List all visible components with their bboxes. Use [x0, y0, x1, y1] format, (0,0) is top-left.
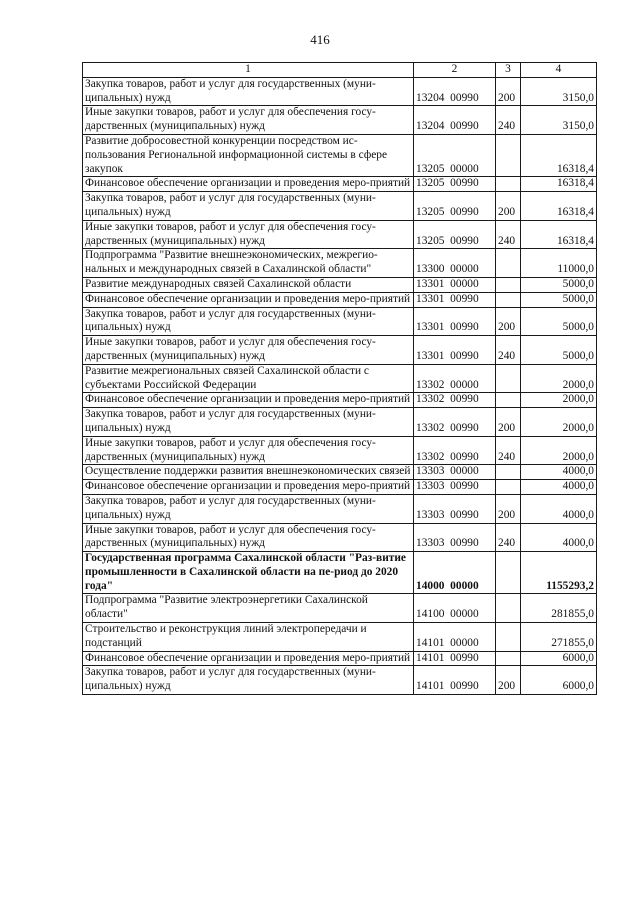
row-amount-cell: 16318,4 [521, 177, 597, 192]
table-row [83, 192, 597, 221]
row-name-cell: Иные закупки товаров, работ и услуг для обеспечения госу-дарственных (муниципальных) нужд [83, 523, 414, 552]
row-expense-type-cell [496, 134, 521, 176]
table-header-row [83, 63, 597, 78]
row-amount-cell: 4000,0 [521, 465, 597, 480]
row-expense-type-cell: 200 [496, 666, 521, 695]
row-code-cell: 14101 00990 [414, 651, 496, 666]
table-body [83, 77, 597, 694]
table-row [83, 106, 597, 135]
row-code-cell: 13204 00990 [414, 106, 496, 135]
header-col-3: 3 [496, 63, 521, 78]
row-code-cell: 13205 00990 [414, 192, 496, 221]
table-row [83, 249, 597, 278]
table-row [83, 594, 597, 623]
table-row [83, 523, 597, 552]
table-row [83, 134, 597, 176]
row-code-cell: 13303 00000 [414, 465, 496, 480]
row-name-cell: Подпрограмма "Развитие электроэнергетики Сахалинской области" [83, 594, 414, 623]
row-amount-cell: 281855,0 [521, 594, 597, 623]
row-amount-cell: 11000,0 [521, 249, 597, 278]
row-amount-cell: 16318,4 [521, 134, 597, 176]
row-name-cell: Финансовое обеспечение организации и проведения меро-приятий [83, 480, 414, 495]
row-name-cell: Закупка товаров, работ и услуг для государственных (муни-ципальных) нужд [83, 307, 414, 336]
table-row [83, 336, 597, 365]
header-col-2: 2 [414, 63, 496, 78]
row-amount-cell: 5000,0 [521, 277, 597, 292]
page-number: 416 [310, 32, 330, 47]
row-amount-cell: 6000,0 [521, 666, 597, 695]
row-code-cell: 13303 00990 [414, 480, 496, 495]
table-row [83, 220, 597, 249]
row-amount-cell: 4000,0 [521, 523, 597, 552]
table-row [83, 436, 597, 465]
row-code-cell: 13205 00990 [414, 220, 496, 249]
row-name-cell: Иные закупки товаров, работ и услуг для обеспечения госу-дарственных (муниципальных) нужд [83, 336, 414, 365]
row-name-cell: Финансовое обеспечение организации и проведения меро-приятий [83, 292, 414, 307]
table-row [83, 552, 597, 594]
row-name-cell: Финансовое обеспечение организации и проведения меро-приятий [83, 177, 414, 192]
row-amount-cell: 2000,0 [521, 364, 597, 393]
row-code-cell: 13300 00000 [414, 249, 496, 278]
table-row [83, 307, 597, 336]
table-row [83, 292, 597, 307]
table-row [83, 666, 597, 695]
row-amount-cell: 5000,0 [521, 307, 597, 336]
row-code-cell: 14101 00990 [414, 666, 496, 695]
row-code-cell: 13302 00990 [414, 393, 496, 408]
row-code-cell: 13303 00990 [414, 523, 496, 552]
budget-table [82, 62, 597, 695]
row-name-cell: Финансовое обеспечение организации и проведения меро-приятий [83, 393, 414, 408]
row-code-cell: 13205 00990 [414, 177, 496, 192]
table-row [83, 177, 597, 192]
row-expense-type-cell [496, 552, 521, 594]
row-expense-type-cell [496, 393, 521, 408]
row-code-cell: 14000 00000 [414, 552, 496, 594]
row-name-cell: Иные закупки товаров, работ и услуг для обеспечения госу-дарственных (муниципальных) нужд [83, 106, 414, 135]
row-amount-cell: 4000,0 [521, 480, 597, 495]
row-name-cell: Закупка товаров, работ и услуг для государственных (муни-ципальных) нужд [83, 494, 414, 523]
table-row [83, 77, 597, 106]
row-amount-cell: 2000,0 [521, 393, 597, 408]
row-code-cell: 13301 00990 [414, 336, 496, 365]
row-code-cell: 13302 00000 [414, 364, 496, 393]
table-row [83, 465, 597, 480]
row-expense-type-cell [496, 623, 521, 652]
row-expense-type-cell: 240 [496, 336, 521, 365]
row-expense-type-cell: 200 [496, 77, 521, 106]
row-amount-cell: 16318,4 [521, 220, 597, 249]
row-code-cell: 13204 00990 [414, 77, 496, 106]
row-code-cell: 13301 00990 [414, 307, 496, 336]
row-code-cell: 14100 00000 [414, 594, 496, 623]
table-row [83, 364, 597, 393]
row-name-cell: Развитие международных связей Сахалинской области [83, 277, 414, 292]
row-amount-cell: 2000,0 [521, 408, 597, 437]
table-row [83, 480, 597, 495]
row-expense-type-cell [496, 292, 521, 307]
row-code-cell: 13302 00990 [414, 408, 496, 437]
row-expense-type-cell [496, 177, 521, 192]
row-name-cell: Иные закупки товаров, работ и услуг для обеспечения госу-дарственных (муниципальных) нужд [83, 220, 414, 249]
row-expense-type-cell [496, 651, 521, 666]
row-expense-type-cell: 200 [496, 494, 521, 523]
row-expense-type-cell [496, 465, 521, 480]
table-row [83, 651, 597, 666]
row-amount-cell: 3150,0 [521, 106, 597, 135]
row-amount-cell: 3150,0 [521, 77, 597, 106]
row-expense-type-cell [496, 249, 521, 278]
row-name-cell: Закупка товаров, работ и услуг для государственных (муни-ципальных) нужд [83, 408, 414, 437]
row-name-cell: Развитие добросовестной конкуренции посредством ис-пользования Региональной информационной системы в сфере закупок [83, 134, 414, 176]
row-code-cell: 13303 00990 [414, 494, 496, 523]
table-row [83, 408, 597, 437]
row-expense-type-cell: 240 [496, 436, 521, 465]
row-expense-type-cell: 200 [496, 307, 521, 336]
row-code-cell: 13205 00000 [414, 134, 496, 176]
row-code-cell: 13301 00990 [414, 292, 496, 307]
table-row [83, 277, 597, 292]
row-name-cell: Закупка товаров, работ и услуг для государственных (муни-ципальных) нужд [83, 192, 414, 221]
row-amount-cell: 1155293,2 [521, 552, 597, 594]
row-amount-cell: 6000,0 [521, 651, 597, 666]
row-expense-type-cell: 200 [496, 192, 521, 221]
table-row [83, 494, 597, 523]
row-amount-cell: 271855,0 [521, 623, 597, 652]
row-expense-type-cell: 240 [496, 106, 521, 135]
header-col-1: 1 [83, 63, 414, 78]
row-expense-type-cell [496, 594, 521, 623]
row-name-cell: Закупка товаров, работ и услуг для государственных (муни-ципальных) нужд [83, 77, 414, 106]
row-code-cell: 13302 00990 [414, 436, 496, 465]
table-row [83, 393, 597, 408]
row-name-cell: Закупка товаров, работ и услуг для государственных (муни-ципальных) нужд [83, 666, 414, 695]
row-amount-cell: 16318,4 [521, 192, 597, 221]
row-amount-cell: 5000,0 [521, 336, 597, 365]
row-name-cell: Строительство и реконструкция линий электропередачи и подстанций [83, 623, 414, 652]
row-expense-type-cell: 200 [496, 408, 521, 437]
row-name-cell: Осуществление поддержки развития внешнеэкономических связей [83, 465, 414, 480]
row-expense-type-cell [496, 480, 521, 495]
row-name-cell: Развитие межрегиональных связей Сахалинской области с субъектами Российской Федерации [83, 364, 414, 393]
row-expense-type-cell: 240 [496, 220, 521, 249]
row-code-cell: 14101 00000 [414, 623, 496, 652]
row-code-cell: 13301 00000 [414, 277, 496, 292]
row-name-cell: Подпрограмма "Развитие внешнеэкономических, межрегио-нальных и международных связей в Сахалинской области" [83, 249, 414, 278]
row-expense-type-cell [496, 364, 521, 393]
header-col-4: 4 [521, 63, 597, 78]
row-amount-cell: 2000,0 [521, 436, 597, 465]
row-amount-cell: 5000,0 [521, 292, 597, 307]
row-name-cell: Иные закупки товаров, работ и услуг для обеспечения госу-дарственных (муниципальных) нужд [83, 436, 414, 465]
row-amount-cell: 4000,0 [521, 494, 597, 523]
table-row [83, 623, 597, 652]
row-name-cell: Государственная программа Сахалинской области "Раз-витие промышленности в Сахалинской области на пе-риод до 2020 года" [83, 552, 414, 594]
row-expense-type-cell [496, 277, 521, 292]
row-expense-type-cell: 240 [496, 523, 521, 552]
row-name-cell: Финансовое обеспечение организации и проведения меро-приятий [83, 651, 414, 666]
